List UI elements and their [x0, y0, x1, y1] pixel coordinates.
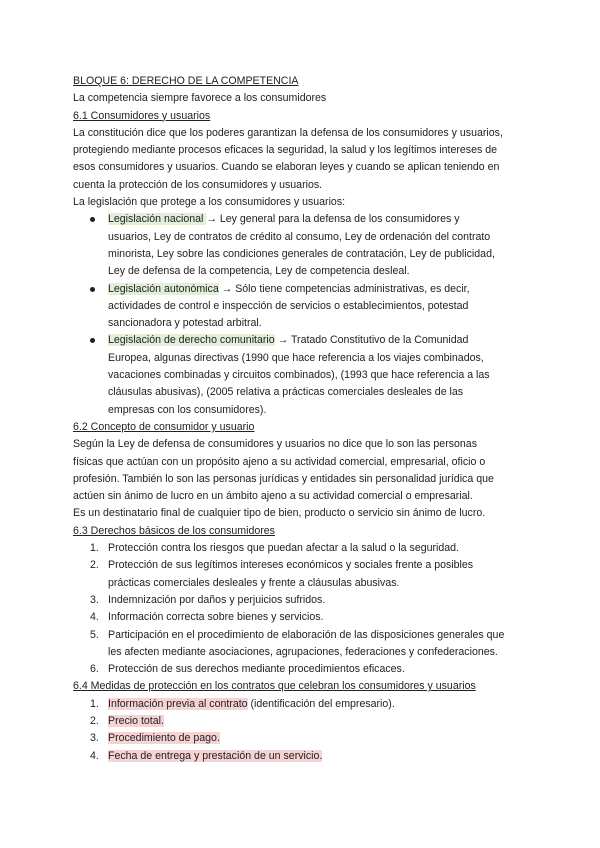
- item-number: 6.: [90, 663, 99, 676]
- item-line: prácticas comerciales desleales y frente a cláusulas abusivas.: [108, 576, 400, 589]
- item-number: 1.: [90, 697, 99, 710]
- s1-paragraph-line: protegiendo mediante procesos eficaces la seguridad, la salud y los legítimos intereses de: [73, 144, 497, 157]
- item-line: Información correcta sobre bienes y servicios.: [108, 611, 324, 624]
- item-text: → Sólo tiene competencias administrativas, es decir,: [218, 282, 470, 295]
- s2-line: profesión. También lo son las personas jurídicas y entidades sin personalidad jurídica que: [73, 472, 494, 485]
- s2-line: físicas que actúan con un propósito ajeno a su actividad comercial, empresarial, oficio o: [73, 455, 486, 468]
- item-number: 2.: [90, 559, 99, 572]
- s1-legislation-intro: La legislación que protege a los consumidores y usuarios:: [73, 196, 346, 209]
- item-number: 4.: [90, 749, 99, 762]
- list-item: [73, 661, 539, 678]
- item-text: → Tratado Constitutivo de la Comunidad: [274, 334, 469, 347]
- s1-paragraph-line: cuenta la protección de los consumidores y usuarios.: [73, 178, 323, 191]
- highlight-label: Legislación autonómica: [108, 282, 219, 295]
- list-item: [73, 281, 539, 333]
- intro-line: La competencia siempre favorece a los consumidores: [73, 92, 327, 105]
- item-line: vacaciones combinadas y circuitos combinados), (1993 que hace referencia a las: [108, 369, 490, 382]
- section-heading-6-2: 6.2 Concepto de consumidor y usuario: [73, 420, 255, 433]
- document-body: [73, 73, 539, 765]
- item-line: cláusulas abusivas), (2005 relativa a prácticas comerciales desleales de las: [108, 386, 464, 399]
- section-heading-6-1: 6.1 Consumidores y usuarios: [73, 109, 211, 122]
- rights-list: [73, 540, 539, 678]
- highlight-text: Información previa al contrato: [108, 697, 248, 710]
- s2-line: actúen sin ánimo de lucro en un ámbito ajeno a su actividad comercial o empresarial.: [73, 490, 473, 503]
- highlight-text: Procedimiento de pago.: [108, 732, 220, 745]
- item-number: 4.: [90, 611, 99, 624]
- list-item: [73, 748, 539, 765]
- item-number: 2.: [90, 714, 99, 727]
- item-line: Europea, algunas directivas (1990 que hace referencia a los viajes combinados,: [108, 351, 484, 364]
- list-item: [73, 540, 539, 557]
- document-title: BLOQUE 6: DERECHO DE LA COMPETENCIA: [73, 75, 299, 87]
- item-line: Ley de defensa de la competencia, Ley de competencia desleal.: [108, 265, 410, 278]
- highlight-label: Legislación nacional: [108, 213, 207, 226]
- highlight-text: Precio total.: [108, 714, 164, 727]
- item-text: → Ley general para la defensa de los consumidores y: [206, 213, 460, 226]
- s2-line: Es un destinatario final de cualquier tipo de bien, producto o servicio sin ánimo de lucro.: [73, 507, 486, 520]
- item-number: 1.: [90, 542, 99, 555]
- item-number: 3.: [90, 593, 99, 606]
- list-item: [73, 609, 539, 626]
- list-item: [73, 557, 539, 592]
- item-line: minorista, Ley sobre las condiciones generales de contratación, Ley de publicidad,: [108, 247, 495, 260]
- s1-paragraph-line: La constitución dice que los poderes garantizan la defensa de los consumidores y usuarios,: [73, 126, 503, 139]
- item-line: Protección de sus legítimos intereses económicos y sociales frente a posibles: [108, 559, 474, 572]
- list-item: [73, 730, 539, 747]
- contract-measures-list: [73, 696, 539, 765]
- item-line: actividades de control e inspección de servicios o establecimientos, potestad: [108, 299, 469, 312]
- item-number: 5.: [90, 628, 99, 641]
- item-number: 3.: [90, 732, 99, 745]
- item-line: usuarios, Ley de contratos de crédito al consumo, Ley de ordenación del contrato: [108, 230, 491, 243]
- highlight-text: Fecha de entrega y prestación de un servicio.: [108, 749, 323, 762]
- list-item: [73, 211, 539, 280]
- section-heading-6-3: 6.3 Derechos básicos de los consumidores: [73, 524, 275, 537]
- list-item: [73, 713, 539, 730]
- list-item: [73, 592, 539, 609]
- section-heading-6-4: 6.4 Medidas de protección en los contratos que celebran los consumidores y usuarios: [73, 680, 476, 693]
- item-line: empresas con los consumidores).: [108, 403, 267, 416]
- list-item: [73, 627, 539, 662]
- item-line: Protección de sus derechos mediante procedimientos eficaces.: [108, 663, 405, 676]
- s1-paragraph-line: esos consumidores y usuarios. Cuando se elaboran leyes y cuando se aplican teniendo en: [73, 161, 500, 174]
- item-line: sancionadora y potestad arbitral.: [108, 317, 262, 330]
- item-text: (identificación del empresario).: [247, 697, 395, 710]
- item-line: Participación en el procedimiento de elaboración de las disposiciones generales que: [108, 628, 505, 641]
- item-line: les afecten mediante asociaciones, agrupaciones, federaciones y confederaciones.: [108, 645, 498, 658]
- item-line: Protección contra los riesgos que puedan afectar a la salud o la seguridad.: [108, 542, 459, 555]
- item-line: Indemnización por daños y perjuicios sufridos.: [108, 593, 326, 606]
- list-item: [73, 332, 539, 418]
- legislation-list: [73, 211, 539, 419]
- list-item: [73, 696, 539, 713]
- highlight-label: Legislación de derecho comunitario: [108, 334, 275, 347]
- s2-line: Según la Ley de defensa de consumidores y usuarios no dice que lo son las personas: [73, 438, 478, 451]
